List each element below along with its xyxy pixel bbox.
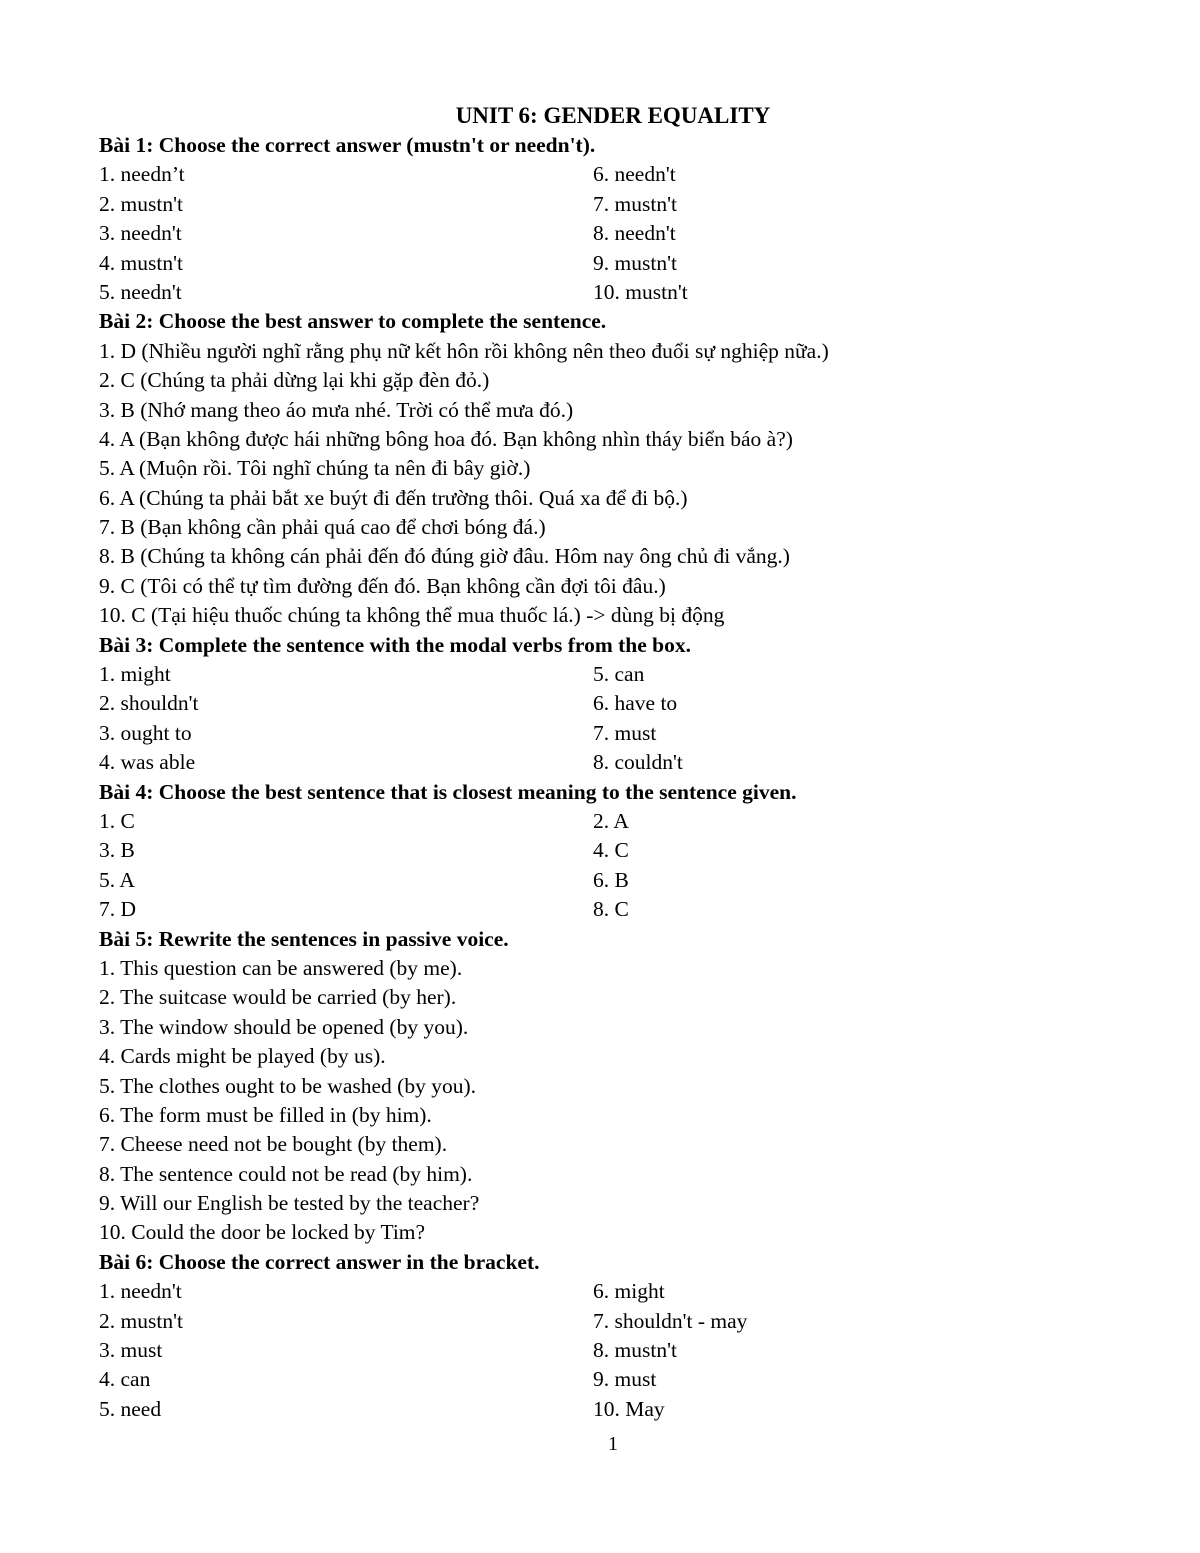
answer-item: 7. shouldn't - may xyxy=(593,1308,748,1333)
exercise-heading-3: Bài 3: Complete the sentence with the modal verbs from the box. xyxy=(99,632,691,657)
answer-row xyxy=(99,160,1159,189)
answer-item: 3. must xyxy=(99,1338,163,1363)
answer-item: 10. mustn't xyxy=(593,279,688,304)
answer-item: 2. shouldn't xyxy=(99,691,199,716)
answer-item: 8. couldn't xyxy=(593,750,683,775)
answer-line: 5. A (Muộn rồi. Tôi nghĩ chúng ta nên đi bây giờ.) xyxy=(99,456,531,481)
exercise-heading-2: Bài 2: Choose the best answer to complete the sentence. xyxy=(99,309,607,334)
exercise-heading-4: Bài 4: Choose the best sentence that is closest meaning to the sentence given. xyxy=(99,779,797,804)
answer-row xyxy=(99,836,1159,865)
answer-item: 1. needn’t xyxy=(99,162,185,187)
answer-line: 1. This question can be answered (by me). xyxy=(99,955,463,980)
answer-row xyxy=(99,689,1159,718)
answer-item: 7. must xyxy=(593,720,657,745)
answer-item: 4. C xyxy=(593,838,629,863)
answer-line: 6. A (Chúng ta phải bắt xe buýt đi đến trường thôi. Quá xa để đi bộ.) xyxy=(99,485,688,510)
answer-line: 8. B (Chúng ta không cán phải đến đó đúng giờ đâu. Hôm nay ông chủ đi vắng.) xyxy=(99,544,790,569)
answer-line: 10. C (Tại hiệu thuốc chúng ta không thể mua thuốc lá.) -> dùng bị động xyxy=(99,603,725,628)
answer-line: 4. Cards might be played (by us). xyxy=(99,1044,386,1069)
answer-item: 7. D xyxy=(99,897,137,922)
answer-row xyxy=(99,190,1159,219)
answer-item: 2. A xyxy=(593,808,629,833)
answer-row xyxy=(99,219,1159,248)
exercise-heading-1: Bài 1: Choose the correct answer (mustn't or needn't). xyxy=(99,133,596,157)
answer-item: 6. have to xyxy=(593,691,678,716)
answer-line: 6. The form must be filled in (by him). xyxy=(99,1102,432,1127)
answer-item: 8. needn't xyxy=(593,221,676,246)
answer-row xyxy=(99,1336,1159,1365)
answer-item: 9. must xyxy=(593,1367,657,1392)
exercise-heading-6: Bài 6: Choose the correct answer in the bracket. xyxy=(99,1249,540,1274)
answer-item: 1. needn't xyxy=(99,1279,182,1304)
answer-line: 7. B (Bạn không cần phải quá cao để chơi bóng đá.) xyxy=(99,515,546,540)
answer-line: 8. The sentence could not be read (by him). xyxy=(99,1161,473,1186)
page-number: 1 xyxy=(608,1433,618,1455)
answer-row xyxy=(99,895,1159,924)
answer-item: 4. was able xyxy=(99,750,196,775)
exercise-heading-5: Bài 5: Rewrite the sentences in passive voice. xyxy=(99,926,509,951)
answer-item: 1. might xyxy=(99,662,171,687)
answer-item: 2. mustn't xyxy=(99,191,183,216)
answer-row xyxy=(99,278,1159,307)
answer-row xyxy=(99,249,1159,278)
answer-row xyxy=(99,866,1159,895)
answer-item: 8. C xyxy=(593,897,629,922)
answer-line: 3. B (Nhớ mang theo áo mưa nhé. Trời có thể mưa đó.) xyxy=(99,397,574,422)
answer-item: 2. mustn't xyxy=(99,1308,183,1333)
answer-item: 3. B xyxy=(99,838,135,863)
answer-item: 3. ought to xyxy=(99,720,192,745)
answer-item: 5. A xyxy=(99,867,135,892)
answer-line: 9. C (Tôi có thể tự tìm đường đến đó. Bạn không cần đợi tôi đâu.) xyxy=(99,573,666,598)
answer-item: 5. need xyxy=(99,1396,162,1421)
answer-item: 6. B xyxy=(593,867,629,892)
answer-item: 5. needn't xyxy=(99,279,182,304)
answer-line: 5. The clothes ought to be washed (by you). xyxy=(99,1073,476,1098)
answer-row xyxy=(99,748,1159,777)
answer-item: 9. mustn't xyxy=(593,250,677,275)
answer-item: 10. May xyxy=(593,1396,665,1421)
answer-line: 9. Will our English be tested by the teacher? xyxy=(99,1191,480,1216)
answer-line: 2. The suitcase would be carried (by her). xyxy=(99,985,457,1010)
answer-item: 4. mustn't xyxy=(99,250,183,275)
answer-row xyxy=(99,1277,1159,1306)
answer-item: 4. can xyxy=(99,1367,151,1392)
answer-line: 1. D (Nhiều người nghĩ rằng phụ nữ kết hôn rồi không nên theo đuổi sự nghiệp nữa.) xyxy=(99,338,829,363)
answer-row xyxy=(99,1365,1159,1394)
answer-item: 3. needn't xyxy=(99,221,182,246)
answer-row xyxy=(99,1307,1159,1336)
answer-item: 6. might xyxy=(593,1279,665,1304)
answer-item: 8. mustn't xyxy=(593,1338,677,1363)
answer-item: 6. needn't xyxy=(593,162,676,187)
answer-line: 2. C (Chúng ta phải dừng lại khi gặp đèn đỏ.) xyxy=(99,368,490,393)
answer-row xyxy=(99,807,1159,836)
answer-item: 1. C xyxy=(99,808,135,833)
answer-item: 5. can xyxy=(593,662,645,687)
exercise-content xyxy=(99,131,1159,1424)
answer-line: 7. Cheese need not be bought (by them). xyxy=(99,1132,448,1157)
answer-item: 7. mustn't xyxy=(593,191,677,216)
answer-row xyxy=(99,1395,1159,1424)
page-title: UNIT 6: GENDER EQUALITY xyxy=(455,103,771,128)
answer-row xyxy=(99,719,1159,748)
answer-line: 3. The window should be opened (by you). xyxy=(99,1014,469,1039)
answer-line: 10. Could the door be locked by Tim? xyxy=(99,1220,426,1245)
answer-line: 4. A (Bạn không được hái những bông hoa đó. Bạn không nhìn tháy biển báo à?) xyxy=(99,426,793,451)
answer-row xyxy=(99,660,1159,689)
